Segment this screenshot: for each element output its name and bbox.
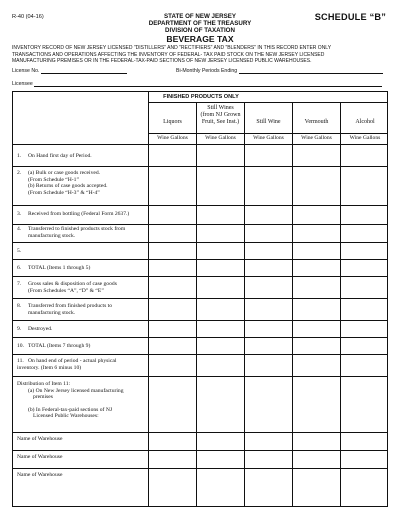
unit-label: Wine Gallons — [157, 135, 188, 141]
grid-line — [13, 320, 387, 321]
row-1-on-hand-first-day: 1. On Hand first day of Period. — [17, 153, 92, 159]
grid-line — [13, 205, 387, 206]
grid-line — [13, 259, 387, 260]
licensee-label: Licensee — [12, 81, 33, 87]
schedule-label: SCHEDULE “B” — [314, 12, 386, 22]
row-5-blank: 5. — [17, 248, 22, 254]
row-3-received-from-bottling: 3. Received from bottling (Federal Form 2637.) — [17, 211, 130, 217]
inventory-table — [12, 91, 388, 507]
grid-line — [13, 354, 387, 355]
license-no-label: License No. — [12, 68, 40, 74]
row-2-goods-received: 2. (a) Bulk or case goods received. (From Schedule “H-1” (b) Returns of case goods accepted. (From Schedule “H-3” & “H-4” — [17, 170, 108, 196]
row-4-transferred-to-finished: 4. Transferred to finished products stock from manufacturing stock. — [17, 226, 126, 239]
column-header-vermouth: Vermouth — [304, 119, 329, 125]
unit-label: Wine Gallons — [301, 135, 332, 141]
department-name: DEPARTMENT OF THE TREASURY — [148, 20, 252, 27]
intro-line-3: MANUFACTURING PREMISES OR IN THE FEDERAL-TAX-PAID SECTIONS OF NEW JERSEY LICENSED PUBLIC WAREHOUSES. — [12, 58, 312, 65]
grid-line — [196, 102, 197, 507]
row-7-gross-sales: 7. Gross sales & disposition of case goods (From Schedules “A”, “D” & “E” — [17, 281, 117, 294]
intro-line-2: TRANSACTIONS AND OPERATIONS AFFECTING THE INVENTORY OF FEDERAL- TAX PAID STOCK ON THE NEW JERSEY LICENSED — [12, 51, 325, 58]
row-8-transferred-to-manufacturing: 8. Transferred from finished products to manufacturing stock. — [17, 303, 112, 316]
row-6-total: 6. TOTAL (Items 1 through 5) — [17, 265, 91, 271]
unit-label: Wine Gallons — [253, 135, 284, 141]
column-header-liquors: Liquors — [163, 119, 182, 125]
intro-text — [12, 45, 392, 65]
division-name: DIVISION OF TAXATION — [165, 27, 235, 34]
warehouse-name-2: Name of Warehouse — [17, 454, 63, 460]
grid-line — [13, 166, 387, 167]
grid-line — [13, 276, 387, 277]
grid-line — [13, 298, 387, 299]
form-number: R-40 (04-16) — [12, 14, 44, 20]
grid-line — [13, 376, 387, 377]
grid-line — [340, 102, 341, 507]
grid-line — [13, 432, 387, 433]
unit-label: Wine Gallons — [349, 135, 381, 141]
row-11-on-hand-end: 11. On hand end of period - actual physical inventory. (Item 6 minus 10) — [17, 358, 117, 371]
grid-line — [13, 144, 387, 145]
form-header — [110, 13, 290, 44]
grid-line — [13, 224, 387, 225]
bimonthly-label: Bi-Monthly Periods Ending — [176, 68, 238, 74]
grid-line — [13, 242, 387, 243]
licensee-line[interactable] — [34, 81, 382, 87]
bimonthly-field[interactable] — [176, 68, 383, 74]
tax-title: BEVERAGE TAX — [166, 34, 234, 44]
grid-line — [13, 450, 387, 451]
unit-label: Wine Gallons — [205, 135, 236, 141]
column-header-alcohol: Alcohol — [355, 119, 375, 125]
grid-line — [13, 337, 387, 338]
licensee-field[interactable] — [12, 81, 382, 87]
grid-line — [244, 102, 245, 507]
distribution-of-item-11: Distribution of Item 11: (a) On New Jersey licensed manufacturing premises (b) In Federal-tax-paid sections of NJ Licensed Public Warehouses: — [17, 381, 124, 420]
bimonthly-line[interactable] — [239, 68, 383, 74]
license-no-field[interactable] — [12, 68, 127, 74]
column-header-nj-still-wines: Still Wines (from NJ Grown Fruit, See Inst.) — [200, 105, 241, 125]
finished-products-title: FINISHED PRODUCTS ONLY — [163, 94, 239, 100]
row-10-total: 10. TOTAL (Items 7 through 9) — [17, 343, 91, 349]
license-no-line[interactable] — [41, 68, 127, 74]
column-header-still-wine: Still Wine — [256, 119, 281, 125]
grid-line — [148, 102, 387, 103]
state-name: STATE OF NEW JERSEY — [164, 13, 236, 20]
grid-line — [13, 468, 387, 469]
warehouse-name-1: Name of Warehouse — [17, 436, 63, 442]
grid-line — [292, 102, 293, 507]
warehouse-name-3: Name of Warehouse — [17, 472, 63, 478]
row-9-destroyed: 9. Destroyed. — [17, 326, 53, 332]
intro-line-1: INVENTORY RECORD OF NEW JERSEY LICENSED "DISTILLERS" AND "RECTIFIERS" AND "BLENDERS" IN THIS RECORD ENTER ONLY — [12, 45, 332, 51]
